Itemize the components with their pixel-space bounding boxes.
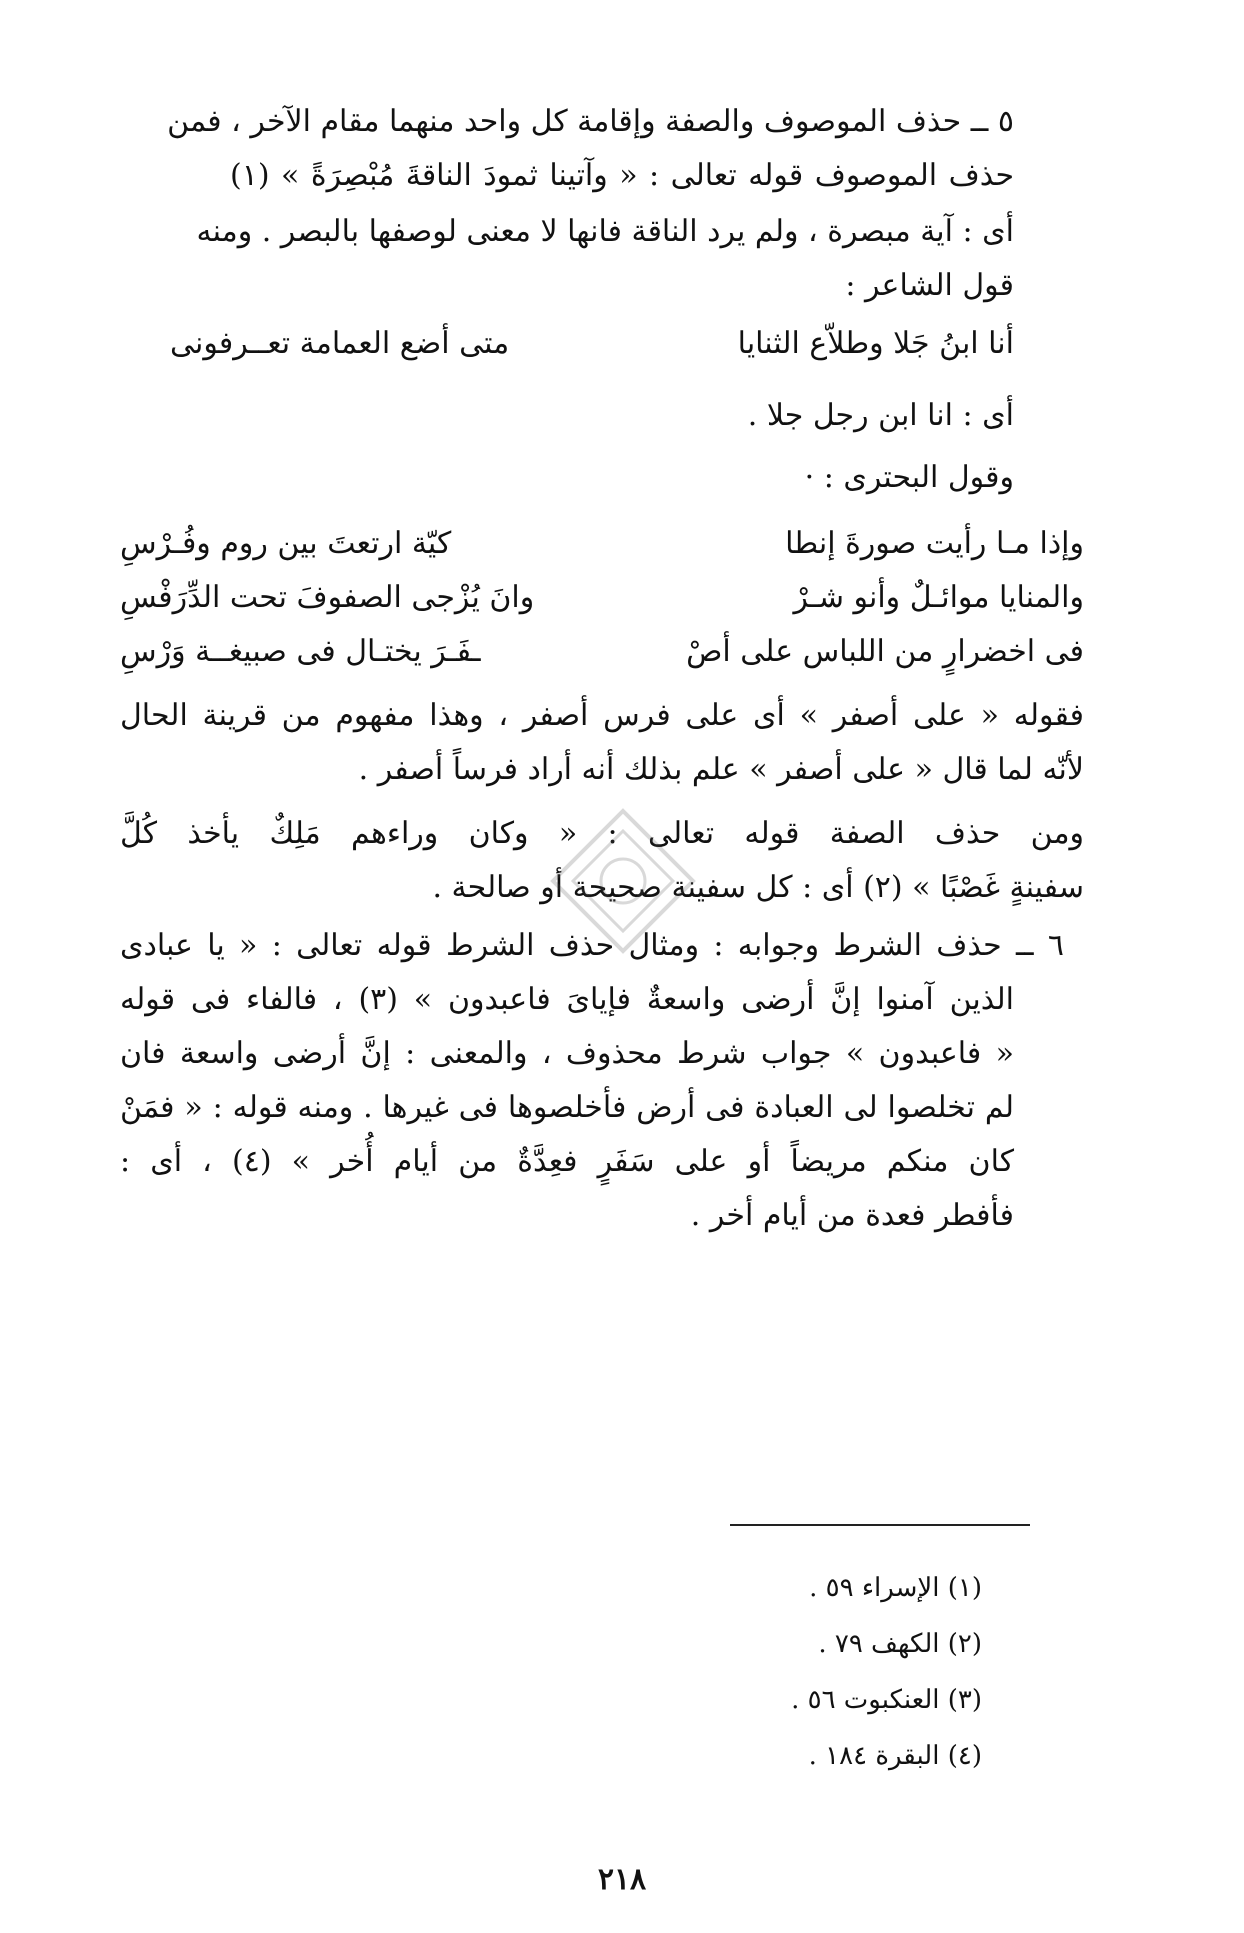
text-line: فقوله « على أصفر » أى على فرس أصفر ، وهذا مفهوم من قرينة الحال: [120, 698, 1084, 733]
text-line: ٥ ــ حذف الموصوف والصفة وإقامة كل واحد منهما مقام الآخر ، فمن: [167, 104, 1014, 139]
text-line: وقول البحترى : ·: [804, 460, 1014, 495]
text-line: لأنّه لما قال « على أصفر » علم بذلك أنه أراد فرساً أصفر .: [358, 752, 1084, 787]
text-line: قول الشاعر :: [845, 268, 1014, 303]
text-line: لم تخلصوا لى العبادة فى أرض فأخلصوها فى غيرها . ومنه قوله : « فمَنْ: [120, 1090, 1014, 1125]
footnote: (٤) البقرة ١٨٤ .: [808, 1741, 982, 1771]
verse-hemistich-left: كيّة ارتعتَ بين روم وفُـرْسِ: [120, 526, 452, 561]
footnote: (٣) العنكبوت ٥٦ .: [791, 1685, 982, 1715]
text-line: حذف الموصوف قوله تعالى : « وآتينا ثمودَ الناقةَ مُبْصِرَةً » (١): [230, 158, 1014, 193]
footnote-divider: [730, 1524, 1030, 1526]
page-number: ٢١٨: [597, 1862, 647, 1897]
text-line: « فاعبدون » جواب شرط محذوف ، والمعنى : إنَّ أرضى واسعة فان: [120, 1036, 1014, 1071]
verse-hemistich-right: فى اخضرارٍ من اللباس على أصْ: [686, 634, 1084, 669]
text-line: أى : انا ابن رجل جلا .: [747, 398, 1014, 433]
verse-hemistich-left: وانَ يُزْجى الصفوفَ تحت الدِّرَفْسِ: [120, 580, 535, 615]
footnote: (١) الإسراء ٥٩ .: [809, 1573, 982, 1603]
text-line: فأفطر فعدة من أيام أخر .: [690, 1198, 1014, 1233]
verse-hemistich-right: والمنايا موائـلٌ وأنو شـرْ: [793, 580, 1084, 615]
verse-hemistich-left: متى أضع العمامة تعــرفونى: [170, 326, 510, 361]
text-line: سفينةٍ غَصْبًا » (٢) أى : كل سفينة صحيحة أو صالحة .: [432, 870, 1084, 905]
footnote: (٢) الكهف ٧٩ .: [818, 1629, 982, 1659]
text-line: ٦ ــ حذف الشرط وجوابه : ومثال حذف الشرط قوله تعالى : « يا عبادى: [120, 928, 1064, 963]
text-line: كان منكم مريضاً أو على سَفَرٍ فعِدَّةٌ من أيام أُخر » (٤) ، أى :: [120, 1144, 1015, 1179]
text-line: ومن حذف الصفة قوله تعالى : « وكان وراءهم مَلِكٌ يأخذ كُلَّ: [120, 816, 1084, 851]
verse-hemistich-right: وإذا مـا رأيت صورةَ إنطا: [785, 526, 1084, 561]
verse-hemistich-right: أنا ابنُ جَلا وطلاّع الثنايا: [737, 326, 1014, 361]
text-line: أى : آية مبصرة ، ولم يرد الناقة فانها لا معنى لوصفها بالبصر . ومنه: [196, 214, 1014, 249]
verse-hemistich-left: ـفَـرَ يختـال فى صبيغــة وَرْسِ: [120, 634, 481, 669]
text-line: الذين آمنوا إنَّ أرضى واسعةٌ فإياىَ فاعبدون » (٣) ، فالفاء فى قوله: [120, 982, 1014, 1017]
